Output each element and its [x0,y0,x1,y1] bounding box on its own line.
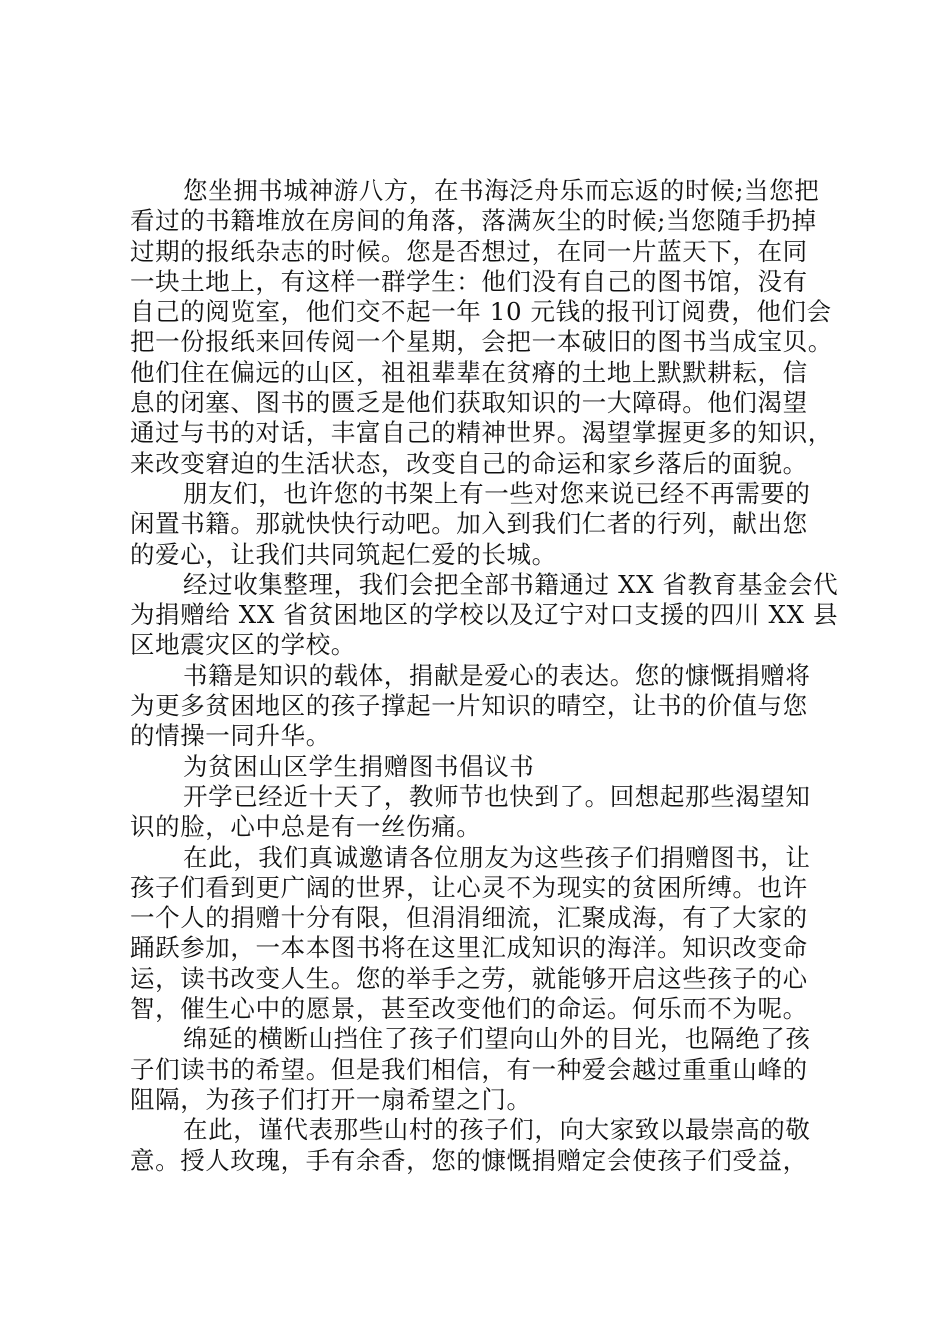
text-line: 自己的阅览室，他们交不起一年 10 元钱的报刊订阅费，他们会 [130,297,832,327]
section-title: 为贫困山区学生捐赠图书倡议书 [183,751,535,781]
text-line: 阻隔，为孩子们打开一扇希望之门。 [130,1084,532,1114]
text-line: 识的脸，心中总是有一丝伤痛。 [130,812,482,842]
text-line: 绵延的横断山挡住了孩子们望向山外的目光，也隔绝了孩 [183,1024,811,1054]
text-line: 为捐赠给 XX 省贫困地区的学校以及辽宁对口支援的四川 XX 县 [130,600,839,630]
text-line: 闲置书籍。那就快快行动吧。加入到我们仁者的行列，献出您 [130,509,808,539]
text-line: 的爱心，让我们共同筑起仁爱的长城。 [130,539,557,569]
text-line: 踊跃参加，一本本图书将在这里汇成知识的海洋。知识改变命 [130,933,808,963]
document-body [130,176,839,1176]
text-line: 来改变窘迫的生活状态，改变自己的命运和家乡落后的面貌。 [130,448,808,478]
text-line: 一个人的捐赠十分有限，但涓涓细流，汇聚成海，有了大家的 [130,903,808,933]
text-line: 开学已经近十天了，教师节也快到了。回想起那些渴望知 [183,781,811,811]
text-line: 朋友们，也许您的书架上有一些对您来说已经不再需要的 [183,478,811,508]
text-line: 子们读书的希望。但是我们相信，有一种爱会越过重重山峰的 [130,1054,808,1084]
text-line: 在此，我们真诚邀请各位朋友为这些孩子们捐赠图书，让 [183,842,811,872]
text-line: 一块土地上，有这样一群学生：他们没有自己的图书馆，没有 [130,266,808,296]
text-line: 过期的报纸杂志的时候。您是否想过，在同一片蓝天下，在同 [130,236,808,266]
text-line: 把一份报纸来回传阅一个星期，会把一本破旧的图书当成宝贝。 [130,327,833,357]
text-line: 经过收集整理，我们会把全部书籍通过 XX 省教育基金会代 [183,569,839,599]
text-line: 他们住在偏远的山区，祖祖辈辈在贫瘠的土地上默默耕耘，信 [130,357,808,387]
text-line: 书籍是知识的载体，捐献是爱心的表达。您的慷慨捐赠将 [183,660,811,690]
text-line: 区地震灾区的学校。 [130,630,356,660]
text-line: 在此，谨代表那些山村的孩子们，向大家致以最崇高的敬 [183,1115,811,1145]
text-line: 意。授人玫瑰，手有余香，您的慷慨捐赠定会使孩子们受益， [130,1145,808,1175]
text-line: 智，催生心中的愿景，甚至改变他们的命运。何乐而不为呢。 [130,994,808,1024]
text-line: 运，读书改变人生。您的举手之劳，就能够开启这些孩子的心 [130,963,808,993]
text-line: 通过与书的对话，丰富自己的精神世界。渴望掌握更多的知识， [130,418,833,448]
text-line: 您坐拥书城神游八方，在书海泛舟乐而忘返的时候;当您把 [183,176,820,205]
text-line: 看过的书籍堆放在房间的角落，落满灰尘的时候;当您随手扔掉 [130,206,817,236]
text-line: 为更多贫困地区的孩子撑起一片知识的晴空，让书的价值与您 [130,691,808,721]
text-line: 的情操一同升华。 [130,721,331,751]
text-line: 息的闭塞、图书的匮乏是他们获取知识的一大障碍。他们渴望 [130,388,808,418]
text-line: 孩子们看到更广阔的世界，让心灵不为现实的贫困所缚。也许 [130,872,808,902]
